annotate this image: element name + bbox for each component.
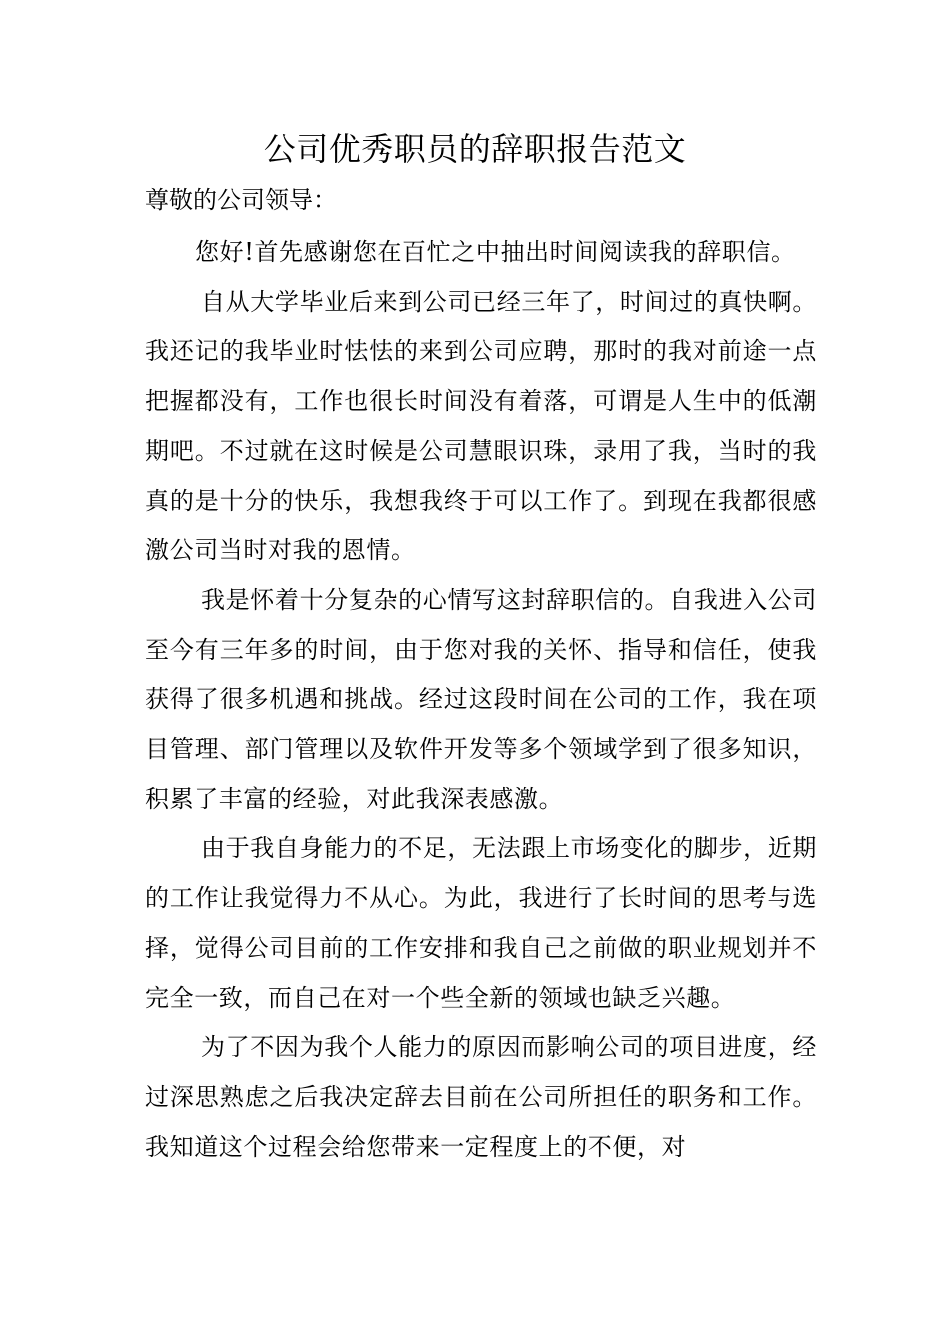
paragraph-decision: 为了不因为我个人能力的原因而影响公司的项目进度，经过深思熟虑之后我决定辞去目前在公司所担任的职务和工作。我知道这个过程会给您带来一定程度上的不便，对	[145, 1033, 817, 1161]
letter-body	[145, 228, 817, 1172]
paragraph-greeting: 您好!首先感谢您在百忙之中抽出时间阅读我的辞职信。	[195, 238, 796, 266]
paragraph-reason: 由于我自身能力的不足，无法跟上市场变化的脚步，近期的工作让我觉得力不从心。为此，我进行了长时间的思考与选择，觉得公司目前的工作安排和我自己之前做的职业规划并不完全一致，而自己在对一个些全新的领域也缺乏兴趣。	[145, 834, 817, 1012]
paragraph-gratitude: 我是怀着十分复杂的心情写这封辞职信的。自我进入公司至今有三年多的时间，由于您对我的关怀、指导和信任，使我获得了很多机遇和挑战。经过这段时间在公司的工作，我在项目管理、部门管理以及软件开发等多个领域学到了很多知识，积累了丰富的经验，对此我深表感激。	[145, 585, 817, 813]
document-title: 公司优秀职员的辞职报告范文	[263, 130, 687, 168]
salutation: 尊敬的公司领导：	[145, 186, 337, 214]
paragraph-background: 自从大学毕业后来到公司已经三年了，时间过的真快啊。我还记的我毕业时怯怯的来到公司应聘，那时的我对前途一点把握都没有，工作也很长时间没有着落，可谓是人生中的低潮期吧。不过就在这时候是公司慧眼识珠，录用了我，当时的我真的是十分的快乐，我想我终于可以工作了。到现在我都很感激公司当时对我的恩情。	[145, 287, 817, 565]
